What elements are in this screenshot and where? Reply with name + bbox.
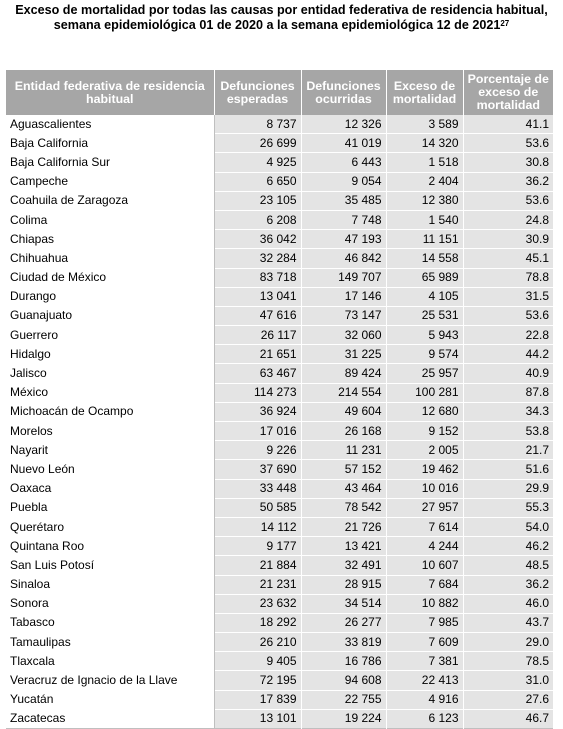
- exceso-cell: 14 320: [386, 134, 463, 153]
- esperadas-cell: 17 016: [214, 422, 301, 441]
- porcentaje-cell: 78.5: [463, 652, 553, 671]
- ocurridas-cell: 21 726: [301, 517, 386, 536]
- ocurridas-cell: 57 152: [301, 460, 386, 479]
- exceso-cell: 11 151: [386, 230, 463, 249]
- esperadas-cell: 6 208: [214, 210, 301, 229]
- esperadas-cell: 32 284: [214, 249, 301, 268]
- exceso-cell: 5 943: [386, 326, 463, 345]
- entidad-cell: Guerrero: [6, 326, 214, 345]
- ocurridas-cell: 16 786: [301, 652, 386, 671]
- entidad-cell: Sonora: [6, 594, 214, 613]
- porcentaje-cell: 46.2: [463, 537, 553, 556]
- porcentaje-cell: 46.7: [463, 709, 553, 728]
- esperadas-cell: 8 737: [214, 115, 301, 134]
- entidad-cell: Colima: [6, 210, 214, 229]
- table-row: [6, 613, 553, 632]
- entidad-cell: Ciudad de México: [6, 268, 214, 287]
- porcentaje-cell: 30.8: [463, 153, 553, 172]
- porcentaje-cell: 55.3: [463, 498, 553, 517]
- exceso-cell: 9 152: [386, 422, 463, 441]
- exceso-cell: 2 404: [386, 172, 463, 191]
- exceso-cell: 12 680: [386, 402, 463, 421]
- ocurridas-cell: 47 193: [301, 230, 386, 249]
- ocurridas-cell: 12 326: [301, 115, 386, 134]
- esperadas-cell: 47 616: [214, 306, 301, 325]
- ocurridas-cell: 32 491: [301, 556, 386, 575]
- exceso-cell: 4 916: [386, 690, 463, 709]
- table-row: [6, 134, 553, 153]
- esperadas-cell: 13 041: [214, 287, 301, 306]
- ocurridas-cell: 19 224: [301, 709, 386, 728]
- table-row: [6, 556, 553, 575]
- entidad-cell: Veracruz de Ignacio de la Llave: [6, 671, 214, 690]
- table-row: [6, 633, 553, 652]
- header-exceso: Exceso de mortalidad: [386, 70, 463, 115]
- porcentaje-cell: 43.7: [463, 613, 553, 632]
- entidad-cell: Oaxaca: [6, 479, 214, 498]
- exceso-cell: 2 005: [386, 441, 463, 460]
- entidad-cell: Yucatán: [6, 690, 214, 709]
- esperadas-cell: 21 651: [214, 345, 301, 364]
- entidad-cell: Coahuila de Zaragoza: [6, 191, 214, 210]
- esperadas-cell: 4 925: [214, 153, 301, 172]
- porcentaje-cell: 54.0: [463, 517, 553, 536]
- ocurridas-cell: 26 277: [301, 613, 386, 632]
- exceso-cell: 22 413: [386, 671, 463, 690]
- table-row: [6, 537, 553, 556]
- entidad-cell: Morelos: [6, 422, 214, 441]
- exceso-cell: 4 244: [386, 537, 463, 556]
- exceso-cell: 3 589: [386, 115, 463, 134]
- table-row: [6, 402, 553, 421]
- table-row: [6, 690, 553, 709]
- exceso-cell: 1 518: [386, 153, 463, 172]
- esperadas-cell: 83 718: [214, 268, 301, 287]
- exceso-cell: 14 558: [386, 249, 463, 268]
- esperadas-cell: 36 924: [214, 402, 301, 421]
- table-row: [6, 153, 553, 172]
- table-row: [6, 287, 553, 306]
- esperadas-cell: 63 467: [214, 364, 301, 383]
- exceso-cell: 7 614: [386, 517, 463, 536]
- table-row: [6, 652, 553, 671]
- entidad-cell: Aguascalientes: [6, 115, 214, 134]
- ocurridas-cell: 13 421: [301, 537, 386, 556]
- header-entidad: Entidad federativa de residencia habitual: [6, 70, 214, 115]
- ocurridas-cell: 33 819: [301, 633, 386, 652]
- porcentaje-cell: 87.8: [463, 383, 553, 402]
- table-row: [6, 326, 553, 345]
- esperadas-cell: 17 839: [214, 690, 301, 709]
- entidad-cell: Baja California Sur: [6, 153, 214, 172]
- ocurridas-cell: 22 755: [301, 690, 386, 709]
- ocurridas-cell: 26 168: [301, 422, 386, 441]
- entidad-cell: Campeche: [6, 172, 214, 191]
- esperadas-cell: 21 231: [214, 575, 301, 594]
- entidad-cell: Guanajuato: [6, 306, 214, 325]
- ocurridas-cell: 78 542: [301, 498, 386, 517]
- esperadas-cell: 13 101: [214, 709, 301, 728]
- exceso-cell: 10 016: [386, 479, 463, 498]
- porcentaje-cell: 31.0: [463, 671, 553, 690]
- entidad-cell: Puebla: [6, 498, 214, 517]
- exceso-cell: 25 531: [386, 306, 463, 325]
- ocurridas-cell: 35 485: [301, 191, 386, 210]
- porcentaje-cell: 24.8: [463, 210, 553, 229]
- porcentaje-cell: 51.6: [463, 460, 553, 479]
- entidad-cell: Hidalgo: [6, 345, 214, 364]
- table-row: [6, 345, 553, 364]
- table-row: [6, 191, 553, 210]
- ocurridas-cell: 11 231: [301, 441, 386, 460]
- porcentaje-cell: 40.9: [463, 364, 553, 383]
- esperadas-cell: 37 690: [214, 460, 301, 479]
- exceso-cell: 65 989: [386, 268, 463, 287]
- esperadas-cell: 26 210: [214, 633, 301, 652]
- entidad-cell: Querétaro: [6, 517, 214, 536]
- entidad-cell: Tlaxcala: [6, 652, 214, 671]
- exceso-cell: 7 985: [386, 613, 463, 632]
- exceso-cell: 7 381: [386, 652, 463, 671]
- entidad-cell: Nuevo León: [6, 460, 214, 479]
- table-row: [6, 210, 553, 229]
- porcentaje-cell: 27.6: [463, 690, 553, 709]
- table-row: [6, 268, 553, 287]
- table-row: [6, 115, 553, 134]
- header-porcentaje: Porcentaje de exceso de mortalidad: [463, 70, 553, 115]
- porcentaje-cell: 44.2: [463, 345, 553, 364]
- esperadas-cell: 9 226: [214, 441, 301, 460]
- esperadas-cell: 6 650: [214, 172, 301, 191]
- entidad-cell: Chiapas: [6, 230, 214, 249]
- table-row: [6, 479, 553, 498]
- table-row: [6, 441, 553, 460]
- document-title: [0, 0, 563, 57]
- ocurridas-cell: 28 915: [301, 575, 386, 594]
- esperadas-cell: 72 195: [214, 671, 301, 690]
- exceso-cell: 9 574: [386, 345, 463, 364]
- table-row: [6, 383, 553, 402]
- ocurridas-cell: 6 443: [301, 153, 386, 172]
- header-esperadas: Defunciones esperadas: [214, 70, 301, 115]
- esperadas-cell: 26 117: [214, 326, 301, 345]
- esperadas-cell: 50 585: [214, 498, 301, 517]
- table-row: [6, 172, 553, 191]
- porcentaje-cell: 41.1: [463, 115, 553, 134]
- porcentaje-cell: 78.8: [463, 268, 553, 287]
- ocurridas-cell: 89 424: [301, 364, 386, 383]
- porcentaje-cell: 36.2: [463, 575, 553, 594]
- porcentaje-cell: 46.0: [463, 594, 553, 613]
- header-row: [6, 70, 553, 115]
- esperadas-cell: 26 699: [214, 134, 301, 153]
- porcentaje-cell: 29.9: [463, 479, 553, 498]
- esperadas-cell: 36 042: [214, 230, 301, 249]
- exceso-cell: 10 607: [386, 556, 463, 575]
- exceso-cell: 7 609: [386, 633, 463, 652]
- entidad-cell: Quintana Roo: [6, 537, 214, 556]
- ocurridas-cell: 46 842: [301, 249, 386, 268]
- exceso-cell: 27 957: [386, 498, 463, 517]
- esperadas-cell: 14 112: [214, 517, 301, 536]
- title-text: Exceso de mortalidad por todas las causas por entidad federativa de residencia habitual, semana epidemiológica 01 de 2020 a la semana epidemiológica 12 de 2021: [15, 3, 548, 32]
- table-row: [6, 230, 553, 249]
- ocurridas-cell: 9 054: [301, 172, 386, 191]
- entidad-cell: Jalisco: [6, 364, 214, 383]
- ocurridas-cell: 214 554: [301, 383, 386, 402]
- exceso-cell: 4 105: [386, 287, 463, 306]
- porcentaje-cell: 29.0: [463, 633, 553, 652]
- table-row: [6, 671, 553, 690]
- ocurridas-cell: 32 060: [301, 326, 386, 345]
- porcentaje-cell: 53.8: [463, 422, 553, 441]
- ocurridas-cell: 94 608: [301, 671, 386, 690]
- table-body: [6, 115, 553, 729]
- table-row: [6, 498, 553, 517]
- esperadas-cell: 23 105: [214, 191, 301, 210]
- porcentaje-cell: 53.6: [463, 191, 553, 210]
- ocurridas-cell: 149 707: [301, 268, 386, 287]
- entidad-cell: Michoacán de Ocampo: [6, 402, 214, 421]
- porcentaje-cell: 53.6: [463, 134, 553, 153]
- porcentaje-cell: 31.5: [463, 287, 553, 306]
- entidad-cell: Tamaulipas: [6, 633, 214, 652]
- porcentaje-cell: 22.8: [463, 326, 553, 345]
- exceso-cell: 25 957: [386, 364, 463, 383]
- table-row: [6, 575, 553, 594]
- esperadas-cell: 9 177: [214, 537, 301, 556]
- table-row: [6, 517, 553, 536]
- esperadas-cell: 23 632: [214, 594, 301, 613]
- entidad-cell: San Luis Potosí: [6, 556, 214, 575]
- table-header: [6, 70, 553, 115]
- exceso-cell: 19 462: [386, 460, 463, 479]
- ocurridas-cell: 41 019: [301, 134, 386, 153]
- entidad-cell: Nayarit: [6, 441, 214, 460]
- table-row: [6, 249, 553, 268]
- title-footnote: 27: [500, 19, 510, 28]
- table-row: [6, 422, 553, 441]
- exceso-cell: 7 684: [386, 575, 463, 594]
- entidad-cell: Tabasco: [6, 613, 214, 632]
- header-ocurridas: Defunciones ocurridas: [301, 70, 386, 115]
- porcentaje-cell: 21.7: [463, 441, 553, 460]
- exceso-cell: 100 281: [386, 383, 463, 402]
- table-row: [6, 364, 553, 383]
- entidad-cell: México: [6, 383, 214, 402]
- entidad-cell: Sinaloa: [6, 575, 214, 594]
- table-row: [6, 460, 553, 479]
- esperadas-cell: 114 273: [214, 383, 301, 402]
- porcentaje-cell: 53.6: [463, 306, 553, 325]
- entidad-cell: Zacatecas: [6, 709, 214, 728]
- ocurridas-cell: 49 604: [301, 402, 386, 421]
- table-row: [6, 594, 553, 613]
- porcentaje-cell: 34.3: [463, 402, 553, 421]
- esperadas-cell: 21 884: [214, 556, 301, 575]
- entidad-cell: Baja California: [6, 134, 214, 153]
- esperadas-cell: 33 448: [214, 479, 301, 498]
- esperadas-cell: 18 292: [214, 613, 301, 632]
- esperadas-cell: 9 405: [214, 652, 301, 671]
- entidad-cell: Durango: [6, 287, 214, 306]
- mortality-table: [6, 70, 553, 729]
- ocurridas-cell: 17 146: [301, 287, 386, 306]
- exceso-cell: 10 882: [386, 594, 463, 613]
- ocurridas-cell: 7 748: [301, 210, 386, 229]
- porcentaje-cell: 30.9: [463, 230, 553, 249]
- porcentaje-cell: 36.2: [463, 172, 553, 191]
- porcentaje-cell: 45.1: [463, 249, 553, 268]
- ocurridas-cell: 43 464: [301, 479, 386, 498]
- ocurridas-cell: 34 514: [301, 594, 386, 613]
- table-row: [6, 306, 553, 325]
- exceso-cell: 12 380: [386, 191, 463, 210]
- porcentaje-cell: 48.5: [463, 556, 553, 575]
- ocurridas-cell: 31 225: [301, 345, 386, 364]
- exceso-cell: 1 540: [386, 210, 463, 229]
- ocurridas-cell: 73 147: [301, 306, 386, 325]
- exceso-cell: 6 123: [386, 709, 463, 728]
- entidad-cell: Chihuahua: [6, 249, 214, 268]
- table-row: [6, 709, 553, 728]
